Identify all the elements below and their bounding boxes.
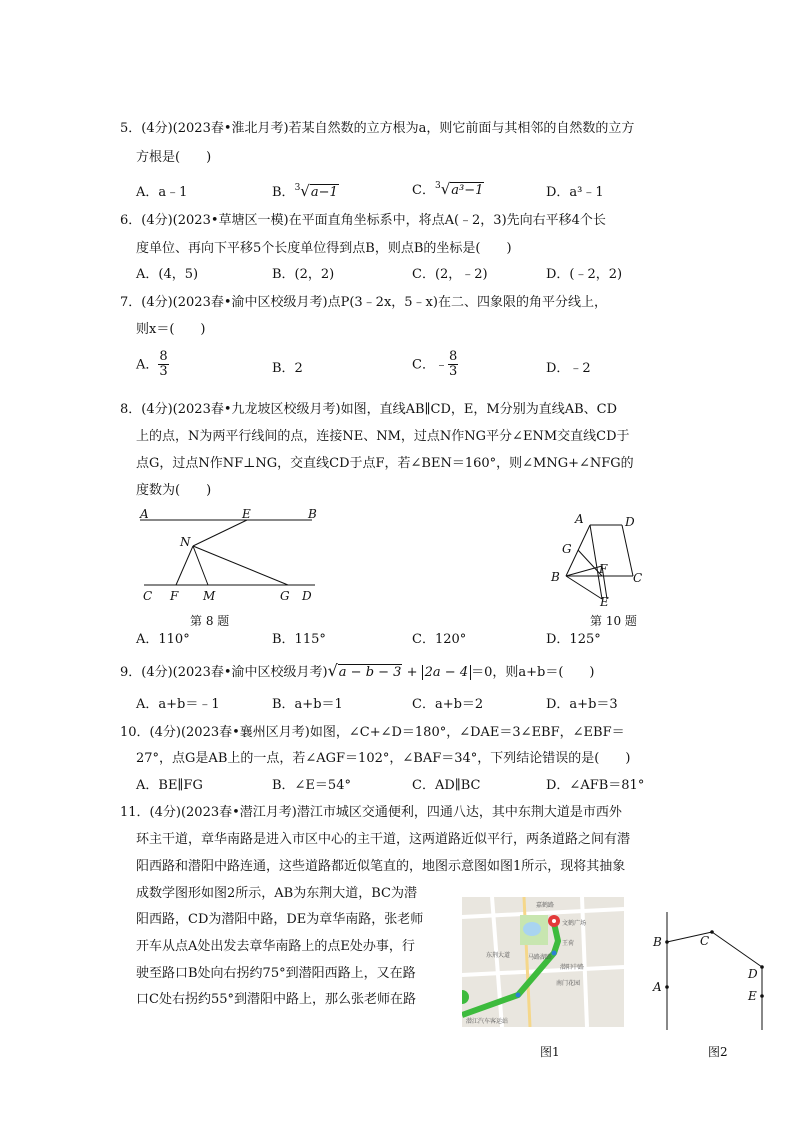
q5-option-a[interactable]: A．a﹣1 — [136, 185, 188, 200]
q11-line7: 驶至路口B处向右拐约75°到潜阳西路上，又在路 — [136, 966, 416, 981]
q6-line1: 6．(4分)(2023•草塘区一模)在平面直角坐标系中，将点A(﹣2，3)先向右平移4个长 — [120, 213, 606, 228]
q11-map-label-station: 潜江汽车客运站 — [466, 1018, 509, 1025]
q8-fig-label-d: D — [302, 589, 312, 603]
q7-option-a-numerator: 8 — [159, 349, 168, 364]
q10-fig-label-e: E — [600, 595, 609, 608]
q9-tail: ＝0，则a+b＝( ) — [471, 665, 595, 680]
q5-line2: 方根是( ) — [136, 150, 212, 165]
q5-line1: 5．(4分)(2023春•淮北月考)若某自然数的立方根为a，则它前面与其相邻的自然数的立方 — [120, 121, 635, 136]
q7-option-a-denominator: 3 — [159, 364, 168, 380]
q5-option-c[interactable]: C．$^3$√a³−1 — [412, 180, 484, 198]
q10-option-a[interactable]: A．BE∥FG — [136, 778, 203, 793]
q7-option-c-denominator: 3 — [448, 364, 458, 380]
q7-option-c-label: C．﹣ — [412, 357, 448, 373]
q5-option-c-radicand: a³−1 — [451, 183, 484, 198]
q9-absolute-value: 2a − 4 — [422, 665, 471, 680]
q8-option-c[interactable]: C．120° — [412, 632, 467, 647]
q8-fig-label-n: N — [180, 535, 191, 549]
q11-fig2-label-b: B — [653, 935, 662, 949]
q11-map-label-wanghe: 王荷 — [562, 940, 575, 947]
q10-fig-label-g: G — [562, 542, 572, 556]
q11-line6: 开车从点A处出发去章华南路上的点E处办事，行 — [136, 939, 415, 954]
q5-option-c-label: C． — [412, 183, 435, 198]
q11-map-label-malu: 马路湖路 — [528, 954, 553, 961]
q11-map-figure — [462, 897, 624, 1027]
q10-figure-caption: 第 10 题 — [590, 614, 637, 628]
q8-fig-label-m: M — [203, 589, 216, 603]
q8-figure — [130, 502, 330, 606]
q11-map-caption: 图1 — [540, 1045, 560, 1059]
q10-fig-label-a: A — [575, 512, 584, 526]
q8-fig-label-b: B — [308, 507, 317, 521]
q10-option-b[interactable]: B．∠E＝54° — [272, 778, 351, 793]
q11-line1: 11．(4分)(2023春•潜江月考)潜江市城区交通便利，四通八达，其中东荆大道是市西外 — [120, 805, 622, 820]
q11-fig2-label-c: C — [700, 934, 710, 948]
q11-fig2-label-e: E — [748, 989, 757, 1003]
q8-figure-caption: 第 8 题 — [190, 614, 230, 628]
q6-option-a[interactable]: A．(4，5) — [136, 267, 199, 282]
q10-fig-label-b: B — [551, 570, 560, 584]
q8-fig-label-e: E — [242, 507, 251, 521]
q11-map-label-jiahe: 嘉鹤路 — [536, 902, 555, 909]
q10-line2: 27°，点G是AB上的一点，若∠AGF＝102°，∠BAF＝34°，下列结论错误的是( ) — [136, 751, 631, 766]
q8-line4: 度数为( ) — [136, 483, 212, 498]
q6-line2: 度单位、再向下平移5个长度单位得到点B，则点B的坐标是( ) — [136, 241, 512, 256]
q11-map-lake — [523, 922, 541, 936]
q11-map-label-nanmen: 南门花园 — [556, 980, 581, 987]
q5-option-b-radicand: a−1 — [310, 185, 338, 200]
q11-map-label-dongjing: 东荆大道 — [486, 952, 511, 959]
q9-option-a[interactable]: A．a+b＝﹣1 — [136, 697, 220, 712]
q11-line3: 阳西路和潜阳中路连通，这些道路都近似笔直的，地图示意图如图1所示，现将其抽象 — [136, 859, 626, 874]
q9-option-d[interactable]: D．a+b＝3 — [546, 697, 618, 712]
q7-line2: 则x＝( ) — [136, 322, 206, 337]
q7-option-a-label: A． — [136, 357, 159, 373]
q11-line4: 成数学图形如图2所示，AB为东荆大道，BC为潜 — [136, 886, 417, 901]
q7-line1: 7．(4分)(2023春•渝中区校级月考)点P(3﹣2x，5﹣x)在二、四象限的角平分线上， — [120, 295, 607, 310]
q10-option-c[interactable]: C．AD∥BC — [412, 778, 481, 793]
q11-figure2 — [648, 912, 768, 1034]
q7-option-c[interactable] — [412, 350, 458, 380]
q11-figure2-caption: 图2 — [708, 1045, 728, 1059]
q8-line1: 8．(4分)(2023春•九龙坡区校级月考)如图，直线AB∥CD，E，M分别为直线AB、CD — [120, 402, 618, 417]
q8-line3: 点G，过点N作NF⊥NG，交直线CD于点F，若∠BEN＝160°，则∠MNG+∠NFG的 — [136, 456, 634, 471]
q11-map-label-wenhe: 文鹤广场 — [562, 920, 587, 927]
q6-option-b[interactable]: B．(2，2) — [272, 267, 335, 282]
q7-option-c-numerator: 8 — [448, 349, 458, 364]
q11-line8: 口C处右拐约55°到潜阳中路上，那么张老师在路 — [136, 992, 416, 1007]
q10-fig-label-c: C — [633, 571, 643, 585]
q5-option-b-label: B． — [272, 185, 295, 200]
q7-option-d[interactable]: D．﹣2 — [546, 361, 591, 376]
q8-option-a[interactable]: A．110° — [136, 632, 190, 647]
q10-fig-label-d: D — [625, 515, 635, 529]
q10-fig-label-f: F — [599, 562, 608, 576]
q11-fig2-label-a: A — [653, 980, 662, 994]
q8-option-d[interactable]: D．125° — [546, 632, 601, 647]
q10-line1: 10．(4分)(2023春•襄州区月考)如图，∠C+∠D＝180°，∠DAE＝3∠EBF，∠EBF＝ — [120, 725, 625, 740]
q9-line: 9．(4分)(2023春•渝中区校级月考)√a − b − 3 + 2a − 4 ＝0，则a+b＝( ) — [120, 661, 595, 680]
q9-radicand: a − b − 3 — [338, 665, 402, 680]
q5-option-b[interactable]: B．$^3$√a−1 — [272, 182, 338, 200]
q7-option-a[interactable] — [136, 350, 169, 380]
q9-option-c[interactable]: C．a+b＝2 — [412, 697, 484, 712]
q11-line5: 阳西路，CD为潜阳中路，DE为章华南路，张老师 — [136, 912, 424, 927]
q10-figure — [545, 508, 645, 608]
q6-option-d[interactable]: D．(﹣2，2) — [546, 267, 623, 282]
q8-fig-label-c: C — [143, 589, 153, 603]
q10-option-d[interactable]: D．∠AFB＝81° — [546, 778, 645, 793]
q8-line2: 上的点，N为两平行线间的点，连接NE、NM，过点N作NG平分∠ENM交直线CD于 — [136, 429, 630, 444]
q5-option-d[interactable]: D．a³﹣1 — [546, 185, 604, 200]
q7-option-b[interactable]: B．2 — [272, 361, 303, 376]
q8-fig-label-g: G — [280, 589, 290, 603]
q8-fig-label-a: A — [140, 507, 149, 521]
q8-fig-label-f: F — [170, 589, 179, 603]
q9-label: 9．(4分)(2023春•渝中区校级月考) — [120, 665, 328, 680]
q8-option-b[interactable]: B．115° — [272, 632, 326, 647]
q9-option-b[interactable]: B．a+b＝1 — [272, 697, 343, 712]
q11-map-label-qianyang: 潜阳中路 — [560, 964, 585, 971]
q11-line2: 环主干道，章华南路是进入市区中心的主干道，这两道路近似平行，两条道路之间有潜 — [136, 832, 631, 847]
q6-option-c[interactable]: C．(2，﹣2) — [412, 267, 488, 282]
q11-fig2-label-d: D — [748, 967, 758, 981]
